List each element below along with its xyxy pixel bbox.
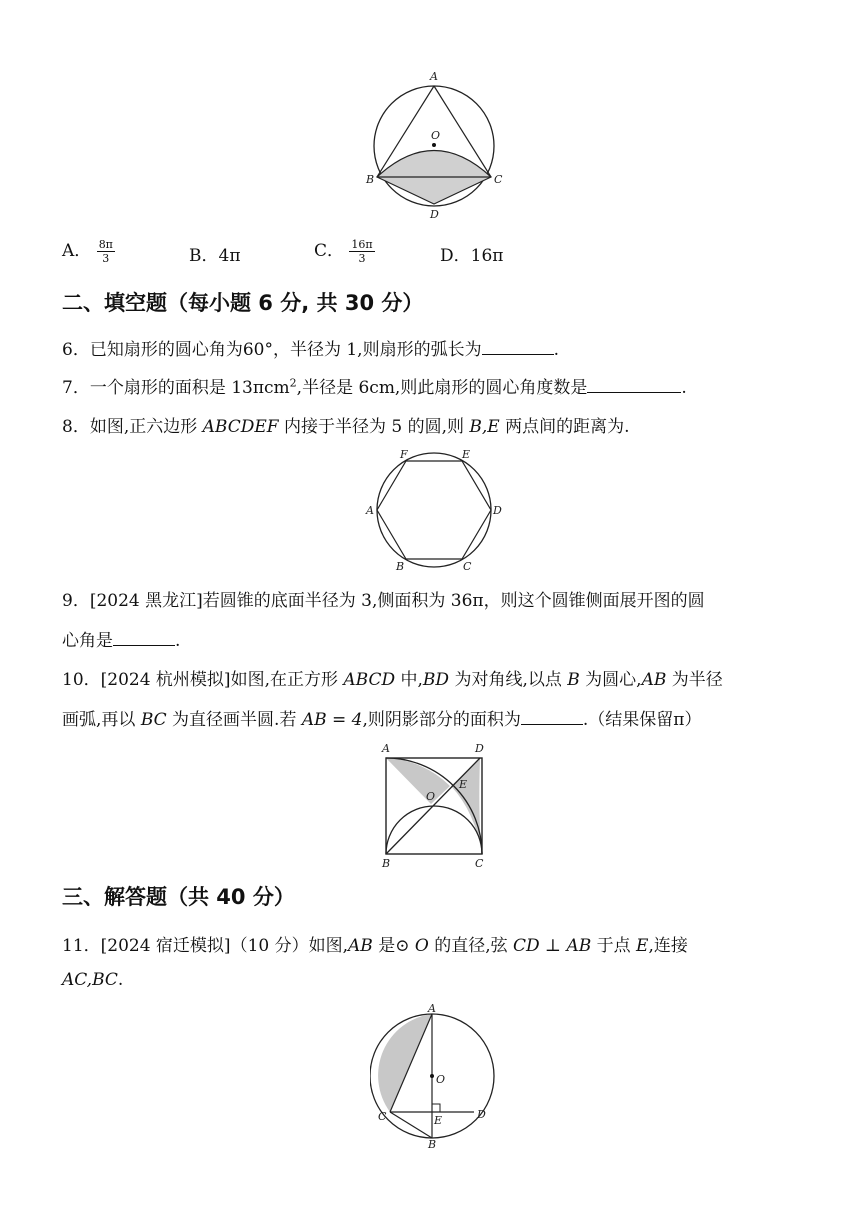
question-9-line1: 9．[2024 黑龙江]若圆锥的底面半径为 3,侧面积为 36π，则这个圆锥侧面展开图的圆 <box>62 591 705 611</box>
option-b-letter: B． <box>189 246 219 266</box>
label-E: E <box>459 778 468 791</box>
option-c-letter: C． <box>314 241 345 261</box>
label-D: D <box>475 742 484 755</box>
label-C: C <box>494 173 503 186</box>
label-D: D <box>477 1108 486 1121</box>
option-b-text: 4π <box>218 246 241 266</box>
label-E: E <box>462 448 471 461</box>
label-C: C <box>463 560 472 573</box>
label-A: A <box>428 1004 436 1015</box>
label-C: C <box>475 857 484 870</box>
label-O: O <box>436 1073 446 1086</box>
label-B: B <box>382 857 391 870</box>
option-d-text: 16π <box>470 246 504 266</box>
question-6: 6．已知扇形的圆心角为60°，半径为 1,则扇形的弧长为 . <box>62 340 559 360</box>
option-c[interactable] <box>314 236 375 265</box>
label-O: O <box>431 129 441 142</box>
question-8: 8．如图,正六边形 ABCDEF 内接于半径为 5 的圆,则 B,E 两点间的距离为. <box>62 417 630 437</box>
label-O: O <box>426 790 436 803</box>
question-11-line1: 11．[2024 宿迁模拟]（10 分）如图,AB 是⊙ O 的直径,弦 CD ⊥ AB 于点 E,连接 <box>62 936 688 956</box>
figure-square-arcs <box>372 740 498 870</box>
figure-circle-triangle <box>360 66 510 226</box>
question-11-line2: AC,BC. <box>62 970 124 990</box>
option-d[interactable] <box>440 241 503 266</box>
label-C: C <box>378 1110 387 1123</box>
label-E: E <box>434 1114 443 1127</box>
option-d-letter: D． <box>440 246 471 266</box>
question-7: 7．一个扇形的面积是 13πcm$^2$,半径是 6cm,则此扇形的圆心角度数是 . <box>62 376 687 398</box>
section-title-fill-in: 二、填空题（每小题 6 分, 共 30 分） <box>62 291 424 315</box>
label-D: D <box>493 504 502 517</box>
label-A: A <box>430 70 438 83</box>
option-b[interactable] <box>189 241 241 266</box>
label-B: B <box>366 173 375 186</box>
option-a[interactable] <box>62 236 115 265</box>
option-a-fraction: $\frac{8\pi}{3}$ <box>98 238 113 265</box>
label-B: B <box>428 1138 437 1150</box>
label-B: B <box>396 560 405 573</box>
figure-circle-chord <box>370 1004 500 1150</box>
answer-blank-7[interactable] <box>587 378 681 393</box>
answer-blank-10[interactable] <box>521 710 583 725</box>
figure-hexagon <box>364 446 506 574</box>
question-10-line1: 10．[2024 杭州模拟]如图,在正方形 ABCD 中,BD 为对角线,以点 B 为圆心,AB 为半径 <box>62 670 723 690</box>
answer-blank-9[interactable] <box>113 631 175 646</box>
question-10-line2: 画弧,再以 BC 为直径画半圆.若 AB = 4,则阴影部分的面积为 .（结果保留π） <box>62 710 702 730</box>
section-title-solve: 三、解答题（共 40 分） <box>62 885 295 909</box>
label-A: A <box>382 742 390 755</box>
option-a-letter: A． <box>62 241 92 261</box>
question-9-line2: 心角是 . <box>62 631 181 651</box>
answer-blank-6[interactable] <box>482 340 554 355</box>
label-F: F <box>400 448 408 461</box>
option-c-fraction: $\frac{16\pi}{3}$ <box>351 238 373 265</box>
label-D: D <box>430 208 439 221</box>
label-A: A <box>366 504 374 517</box>
